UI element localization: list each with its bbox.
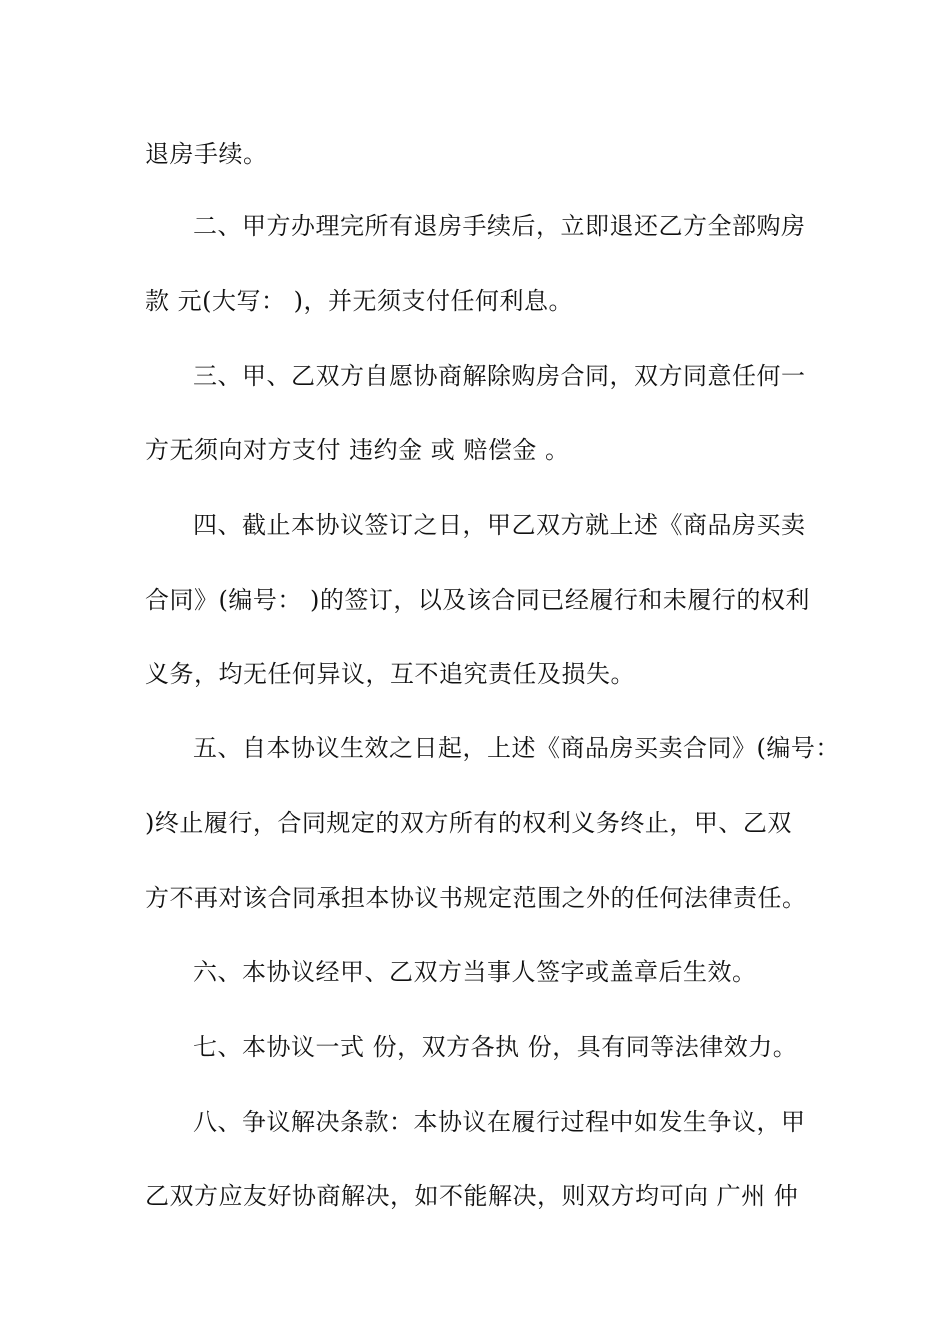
text-line-13: 七、本协议一式 份，双方各执 份，具有同等法律效力。 (193, 1033, 798, 1061)
text-line-12: 六、本协议经甲、乙双方当事人签字或盖章后生效。 (193, 958, 757, 986)
text-line-10: )终止履行，合同规定的双方所有的权利义务终止，甲、乙双 (145, 809, 792, 837)
text-line-8: 义务，均无任何异议，互不追究责任及损失。 (145, 660, 635, 688)
text-line-15: 乙双方应友好协商解决，如不能解决，则双方均可向 广州 仲 (145, 1182, 799, 1210)
text-line-11: 方不再对该合同承担本协议书规定范围之外的任何法律责任。 (145, 884, 807, 912)
text-line-7: 合同》(编号： )的签订，以及该合同已经履行和未履行的权利 (145, 586, 810, 614)
text-line-14: 八、争议解决条款：本协议在履行过程中如发生争议，甲 (193, 1108, 806, 1136)
text-line-3: 款 元(大写： )，并无须支付任何利息。 (145, 287, 573, 315)
text-line-4: 三、甲、乙双方自愿协商解除购房合同，双方同意任何一 (193, 362, 806, 390)
text-line-2: 二、甲方办理完所有退房手续后，立即退还乙方全部购房 (193, 212, 806, 240)
text-line-9: 五、自本协议生效之日起，上述《商品房买卖合同》(编号： (193, 734, 840, 762)
text-line-1: 退房手续。 (145, 140, 268, 168)
text-line-5: 方无须向对方支付 违约金 或 赔偿金 。 (145, 436, 570, 464)
text-line-6: 四、截止本协议签订之日，甲乙双方就上述《商品房买卖 (193, 511, 806, 539)
